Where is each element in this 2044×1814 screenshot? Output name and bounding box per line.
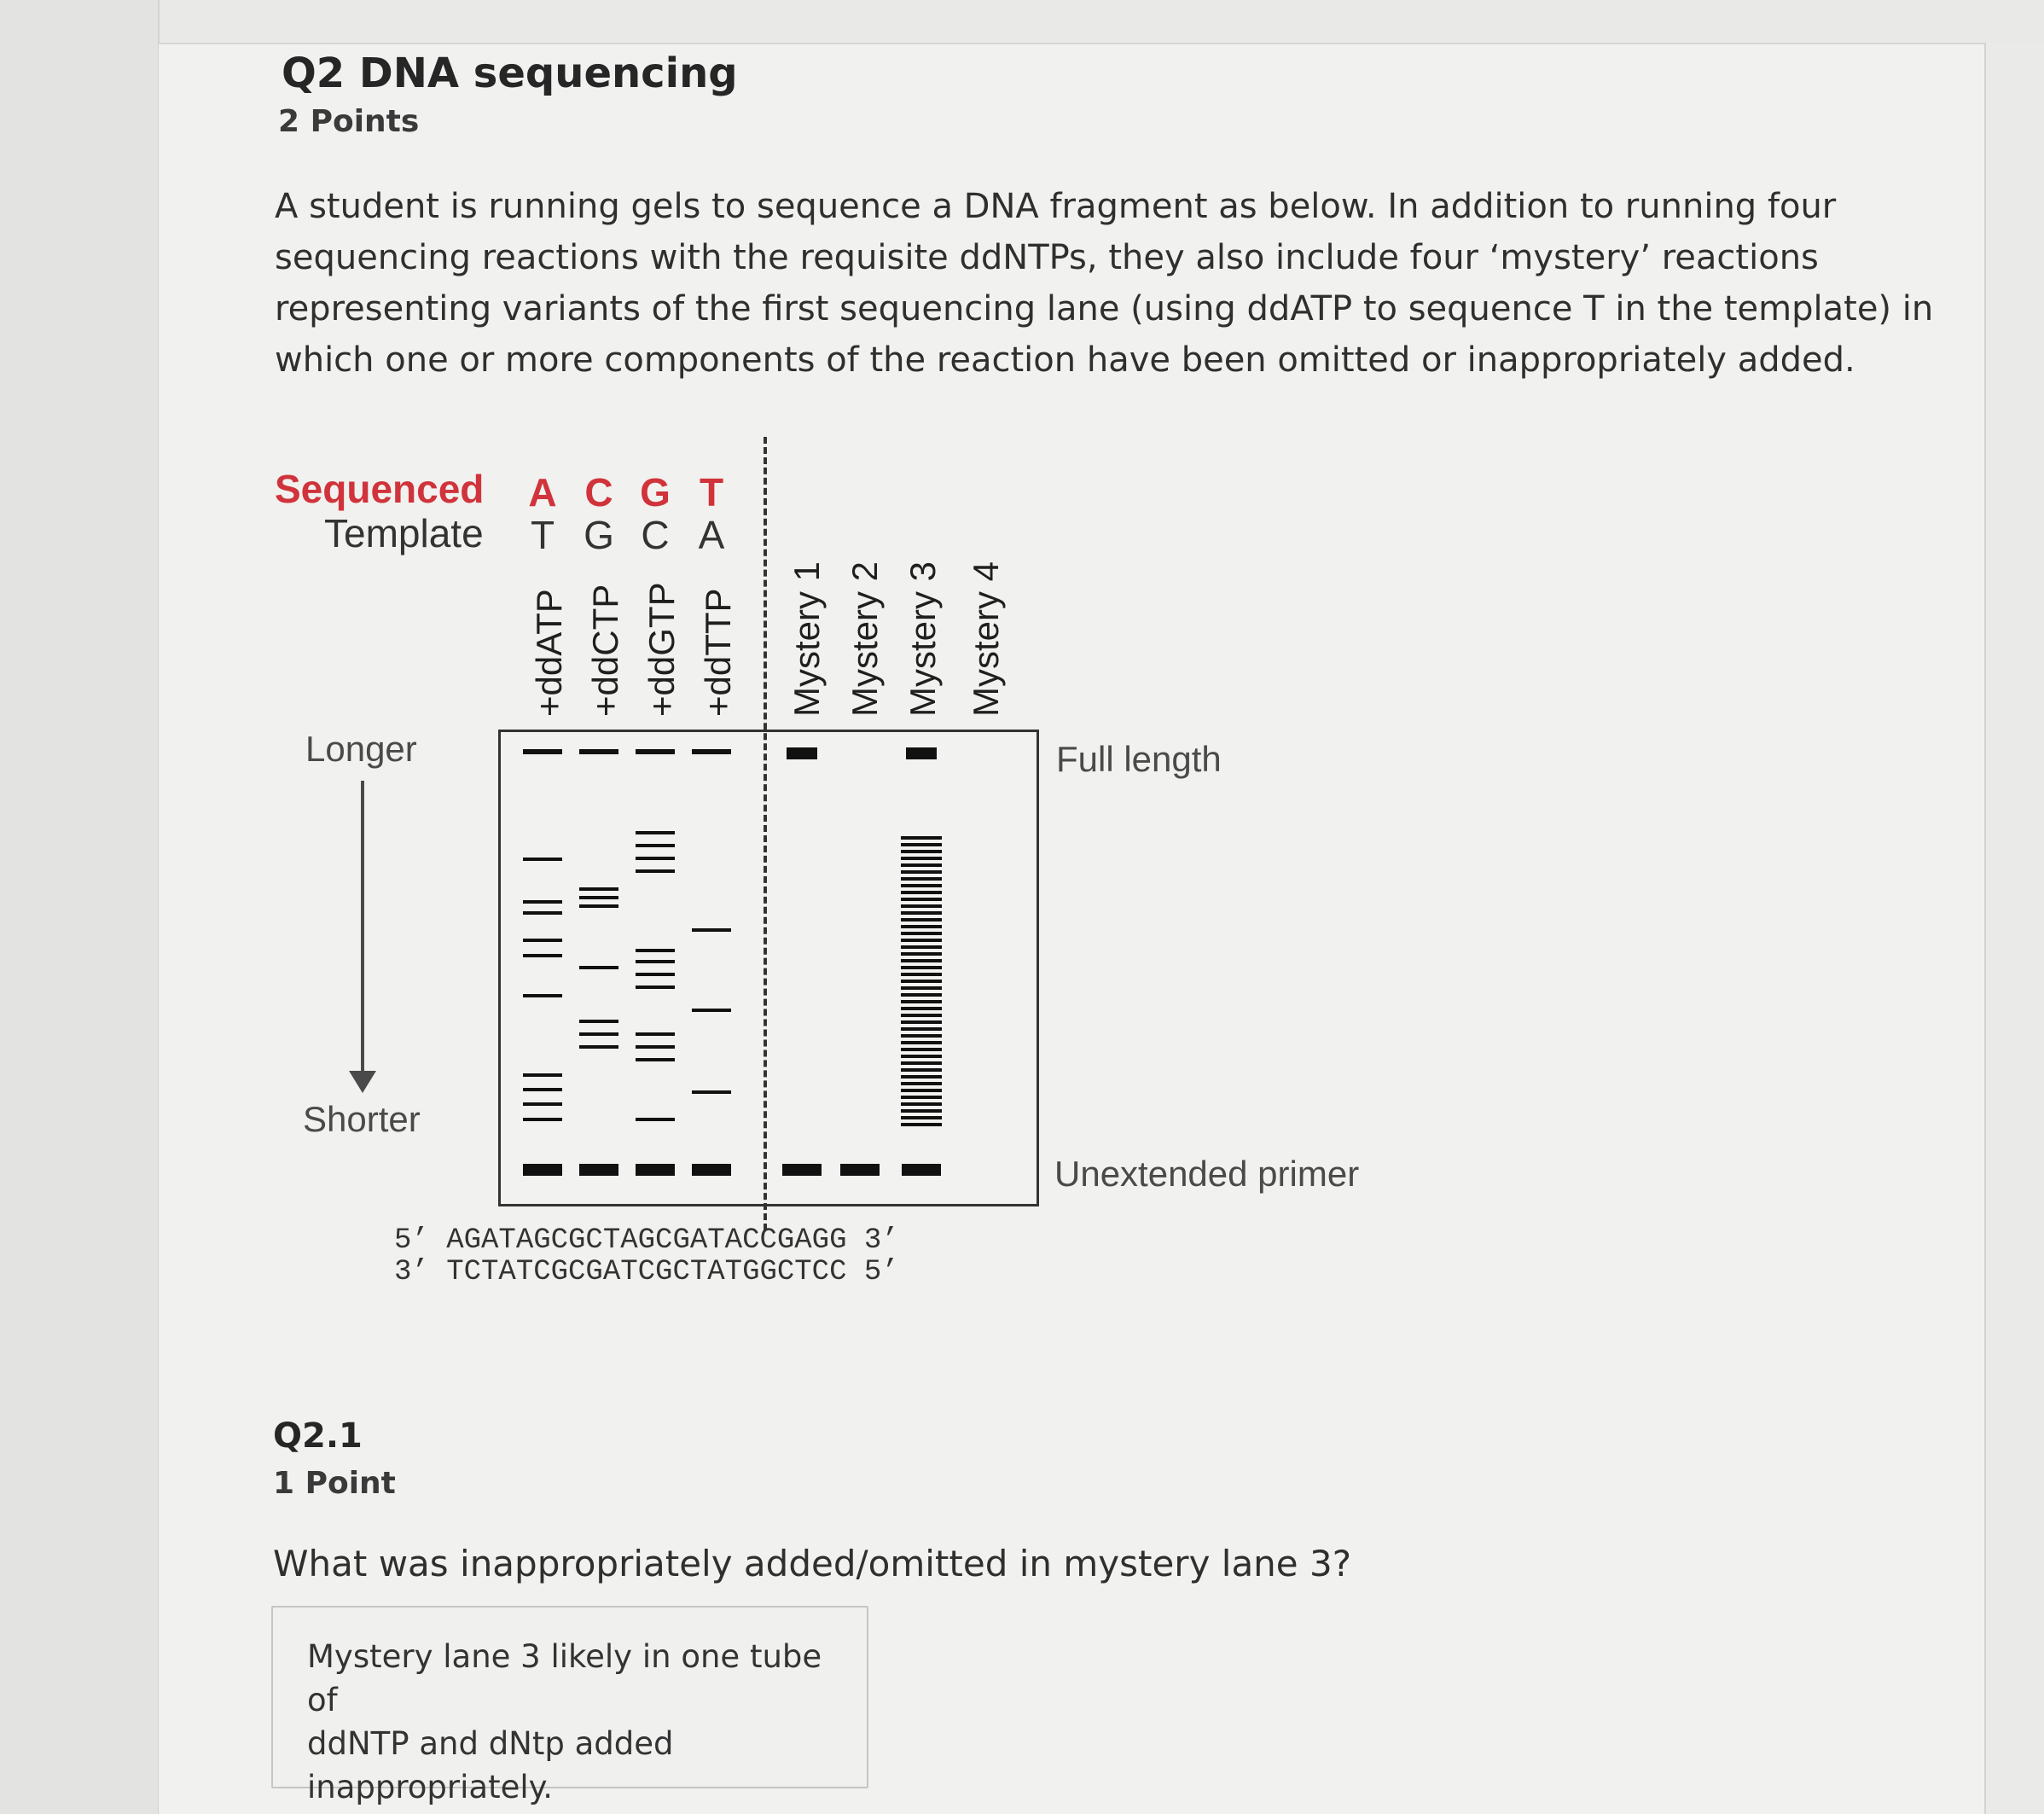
gel-band: [901, 1075, 942, 1079]
gel-band: [579, 896, 618, 899]
gel-band: [636, 1118, 675, 1121]
gel-band: [523, 994, 562, 997]
gel-band: [579, 1164, 618, 1176]
gel-band: [901, 1027, 942, 1031]
direction-arrow-shaft: [361, 781, 364, 1071]
direction-arrow-icon: [349, 1071, 376, 1093]
gel-band: [636, 985, 675, 989]
subquestion-points: 1 Point: [273, 1466, 396, 1501]
gel-band: [579, 749, 618, 754]
sequenced-base: G: [640, 470, 671, 515]
lane-divider: [764, 437, 767, 1230]
gel-band: [523, 1118, 562, 1121]
gel-band: [901, 1109, 942, 1113]
gel-band: [901, 959, 942, 962]
sequenced-base: C: [584, 470, 613, 515]
gel-band: [901, 966, 942, 969]
gel-band: [901, 952, 942, 956]
longer-label: Longer: [305, 729, 417, 769]
gel-band: [901, 993, 942, 997]
gel-band: [636, 949, 675, 952]
question-prompt: [275, 181, 1934, 386]
gel-band: [636, 844, 675, 847]
shorter-label: Shorter: [303, 1099, 421, 1139]
template-base: C: [641, 513, 670, 557]
sequenced-label: Sequenced: [275, 467, 485, 511]
template-label: Template: [324, 511, 484, 555]
gel-band: [579, 966, 618, 969]
gel-band: [523, 1102, 562, 1106]
prompt-line: sequencing reactions with the requisite ddNTPs, they also include four ‘mystery’ reactions: [275, 238, 1819, 277]
gel-band: [901, 1014, 942, 1017]
gel-band: [901, 1034, 942, 1038]
gel-band: [901, 939, 942, 942]
gel-band: [901, 904, 942, 908]
gel-band: [636, 831, 675, 834]
sequenced-base: A: [528, 470, 557, 515]
prompt-line: A student is running gels to sequence a DNA fragment as below. In addition to running four: [275, 187, 1837, 226]
answer-text: Mystery lane 3 likely in one tube of ddNTP and dNtp added inappropriately.: [307, 1638, 822, 1805]
gel-band: [636, 960, 675, 963]
gel-band: [579, 904, 618, 908]
dna-strand-top: 5’ AGATAGCGCTAGCGATACCGAGG 3’: [394, 1224, 899, 1257]
full-length-label: Full length: [1056, 739, 1222, 779]
lane-label-ddttp: +ddTTP: [698, 588, 738, 717]
sequenced-base: T: [699, 470, 724, 515]
gel-band: [902, 1164, 941, 1176]
gel-band: [901, 863, 942, 867]
template-base: T: [530, 513, 555, 557]
gel-band: [901, 1061, 942, 1065]
left-margin: [0, 0, 160, 1814]
lane-label-mystery-4: Mystery 4: [966, 561, 1006, 717]
unextended-primer-label: Unextended primer: [1054, 1154, 1360, 1194]
gel-band: [579, 887, 618, 891]
gel-band: [901, 1123, 942, 1126]
gel-band: [787, 747, 817, 759]
gel-band: [901, 1096, 942, 1099]
lane-label-ddatp: +ddATP: [529, 589, 569, 717]
gel-band: [901, 843, 942, 846]
gel-band: [579, 1020, 618, 1023]
right-scroll-strip: [1984, 43, 2044, 1814]
gel-band: [901, 850, 942, 853]
gel-band: [523, 749, 562, 754]
lane-label-ddctp: +ddCTP: [585, 584, 625, 717]
gel-band: [901, 1000, 942, 1003]
gel-band: [579, 1032, 618, 1036]
dna-strand-bottom: 3’ TCTATCGCGATCGCTATGGCTCC 5’: [394, 1256, 899, 1288]
gel-band: [901, 870, 942, 874]
gel-band: [901, 918, 942, 922]
gel-band: [579, 1045, 618, 1049]
template-base: A: [698, 513, 725, 557]
gel-band: [636, 869, 675, 873]
gel-band: [692, 749, 731, 754]
lane-label-ddgtp: +ddGTP: [642, 582, 682, 717]
gel-band: [901, 945, 942, 949]
gel-band: [901, 1055, 942, 1058]
subquestion-title: Q2.1: [273, 1416, 363, 1456]
gel-band: [523, 1164, 562, 1176]
prompt-line: representing variants of the first sequencing lane (using ddATP to sequence T in the template) in: [275, 289, 1934, 328]
gel-band: [901, 980, 942, 983]
gel-band: [523, 939, 562, 942]
subquestion-text: What was inappropriately added/omitted in mystery lane 3?: [273, 1543, 1351, 1584]
gel-band: [901, 973, 942, 976]
question-points: 2 Points: [278, 104, 420, 139]
gel-band: [636, 1032, 675, 1036]
lane-label-mystery-3: Mystery 3: [903, 561, 943, 717]
gel-band: [636, 749, 675, 754]
gel-band: [523, 1088, 562, 1091]
template-base: G: [584, 513, 614, 557]
gel-band: [901, 891, 942, 894]
gel-band: [901, 877, 942, 881]
gel-band: [901, 911, 942, 915]
gel-band: [523, 911, 562, 915]
gel-band: [901, 1068, 942, 1072]
gel-band: [636, 857, 675, 860]
gel-band: [523, 858, 562, 861]
gel-band: [901, 1007, 942, 1010]
gel-band: [906, 747, 937, 759]
gel-band: [901, 898, 942, 901]
gel-band: [636, 1164, 675, 1176]
lane-label-mystery-2: Mystery 2: [845, 561, 885, 717]
gel-band: [782, 1164, 822, 1176]
gel-band: [692, 1090, 731, 1094]
gel-band: [901, 1089, 942, 1092]
gel-band: [901, 1020, 942, 1024]
question-title: Q2 DNA sequencing: [282, 49, 738, 97]
gel-band: [901, 986, 942, 990]
answer-textarea[interactable]: [271, 1606, 868, 1805]
gel-band: [901, 925, 942, 928]
gel-band: [523, 954, 562, 957]
gel-band: [901, 932, 942, 935]
gel-band: [523, 900, 562, 904]
gel-band: [901, 1048, 942, 1051]
gel-band: [636, 1058, 675, 1061]
gel-band: [901, 836, 942, 840]
lane-label-mystery-1: Mystery 1: [787, 561, 827, 717]
gel-band: [523, 1073, 562, 1077]
gel-band: [901, 1102, 942, 1106]
prompt-line: which one or more components of the reaction have been omitted or inappropriately added.: [275, 340, 1855, 380]
gel-band: [692, 1009, 731, 1012]
gel-band: [636, 973, 675, 976]
gel-band: [901, 857, 942, 860]
gel-band: [692, 928, 731, 932]
gel-band: [692, 1164, 731, 1176]
gel-band: [901, 1041, 942, 1044]
gel-band: [901, 1116, 942, 1119]
gel-band: [636, 1045, 675, 1049]
gel-band: [901, 1082, 942, 1085]
gel-band: [901, 884, 942, 887]
gel-band: [840, 1164, 880, 1176]
